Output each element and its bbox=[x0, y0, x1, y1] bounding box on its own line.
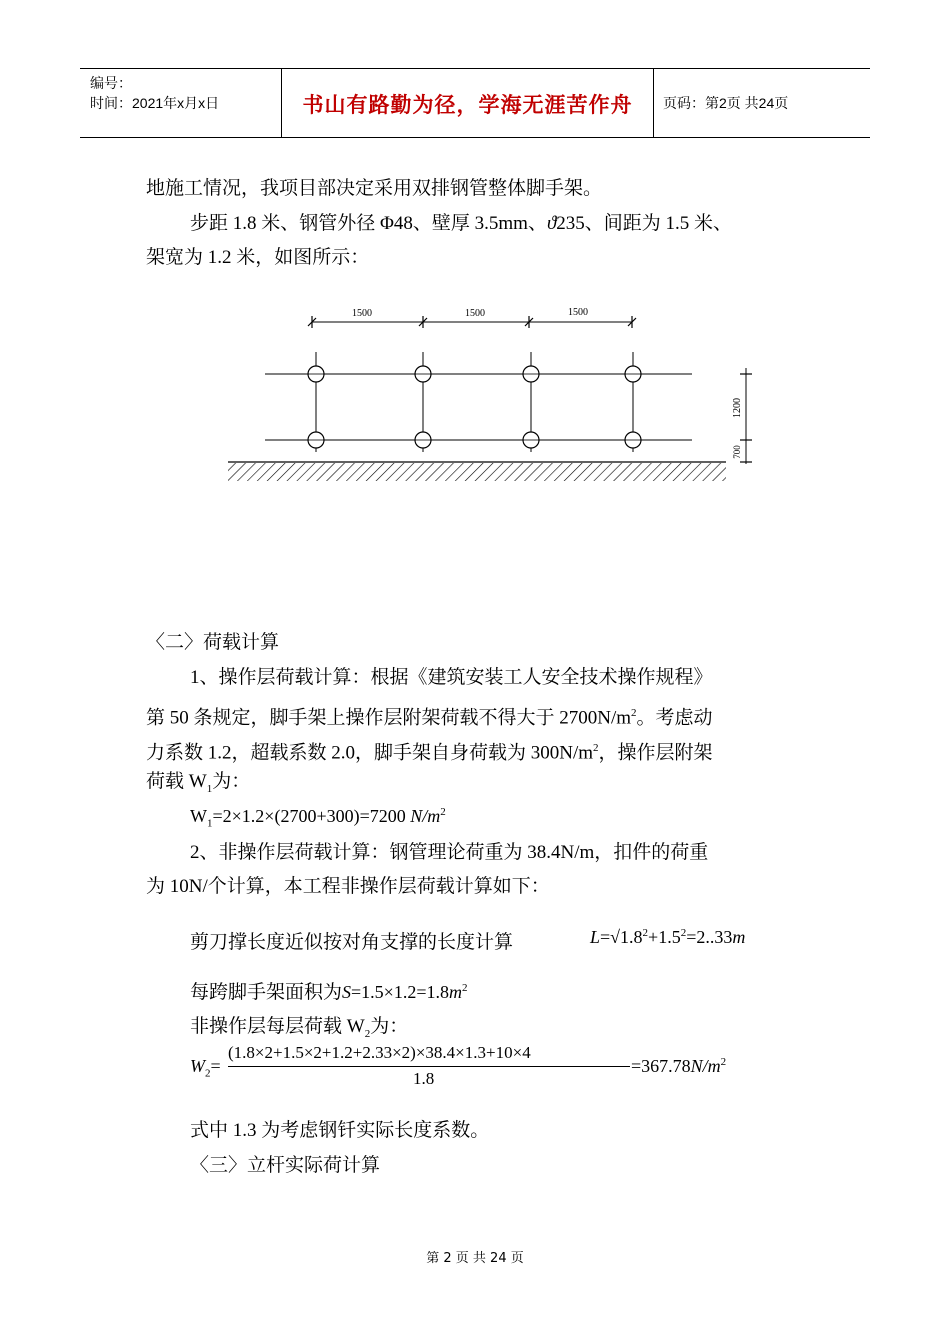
equation-w2-result: $=367.78N/m^2$ bbox=[631, 1056, 727, 1076]
paragraph-line: 力系数 1.2，超载系数 2.0，脚手架自身荷载为 $300N/m^2$，操作层附架 bbox=[146, 742, 713, 764]
subscript: 2 bbox=[364, 1027, 371, 1040]
subscript: 1 bbox=[207, 817, 213, 830]
motto-cell bbox=[281, 69, 654, 137]
span-label: 1500 bbox=[465, 308, 485, 319]
equation-w2-lhs: $W_2=$ bbox=[190, 1056, 221, 1080]
steel-grade-symbol: ϑ bbox=[546, 213, 557, 234]
eq-var: W bbox=[190, 1056, 205, 1076]
base-label: 700 bbox=[732, 445, 742, 459]
eq-expr: =√1.8 bbox=[600, 927, 643, 947]
section-heading: 〈二〉荷载计算 bbox=[146, 632, 280, 653]
fraction-denominator: 1.8 bbox=[413, 1069, 435, 1088]
equation-area: 每跨脚手架面积为$S=1.5\times 1.2=1.8m^2$ bbox=[190, 982, 468, 1003]
fraction-numerator: (1.8×2+1.5×2+1.2+2.33×2)×38.4×1.3+10×4 bbox=[228, 1043, 531, 1062]
equation-w1: $W_1=2\times 1.2\times(2700+300)=7200$ $N/m^2$ bbox=[190, 806, 446, 830]
paragraph-line bbox=[190, 213, 732, 235]
eq-unit: N/m bbox=[690, 1056, 721, 1076]
page-footer: 第 2 页 共 24 页 bbox=[426, 1251, 524, 1266]
paragraph-line: 剪刀撑长度近似按对角支撑的长度计算 bbox=[190, 932, 514, 953]
code-label: 编号： bbox=[90, 75, 132, 91]
eq-expr: =2×1.2×(2700+300)=7200 bbox=[212, 806, 406, 826]
paragraph-line: 1、操作层荷载计算：根据《建筑安装工人安全技术操作规程》 bbox=[190, 667, 713, 688]
text-span: ，操作层附架 bbox=[598, 742, 713, 764]
eq-var: W bbox=[190, 806, 207, 826]
span-label: 1500 bbox=[352, 308, 372, 319]
subscript: 1 bbox=[206, 782, 213, 795]
motto: 书山有路勤为径，学海无涯苦作舟 bbox=[302, 93, 633, 117]
scaffold-diagram bbox=[220, 300, 760, 490]
text-span: 。考虑动 bbox=[636, 707, 713, 729]
eq-expr: =2..33 bbox=[686, 927, 733, 947]
fraction-bar bbox=[228, 1066, 630, 1067]
page-info-cell bbox=[653, 69, 870, 137]
eq-unit: m bbox=[448, 982, 462, 1002]
eq-expr: =367.78 bbox=[631, 1056, 691, 1076]
header-table bbox=[80, 68, 870, 138]
paragraph-line bbox=[146, 771, 250, 800]
equation-brace: $L=√1.8^2+1.5^2=2..33m$ bbox=[590, 927, 746, 947]
eq-expr: =1.5×1.2=1.8 bbox=[351, 982, 449, 1002]
pipe-sections bbox=[308, 366, 641, 448]
text-span: 步距 1.8 米、钢管外径 Φ48、壁厚 3.5mm、 bbox=[190, 213, 547, 234]
text-span: 力系数 1.2，超载系数 2.0，脚手架自身荷载为 300N/m bbox=[146, 742, 594, 764]
text-span: 非操作层每层荷载 W bbox=[190, 1016, 365, 1037]
paragraph-line: 地施工情况，我项目部决定采用双排钢管整体脚手架。 bbox=[146, 178, 603, 199]
header-meta-cell bbox=[80, 69, 281, 137]
text-span: 第 50 条规定，脚手架上操作层附架荷载不得大于 2700N/m bbox=[146, 707, 632, 729]
height-label: 1200 bbox=[732, 398, 743, 418]
text-span: 每跨脚手架面积为 bbox=[190, 982, 343, 1003]
text-span: 235、间距为 1.5 米、 bbox=[556, 213, 733, 234]
paragraph-line: 架宽为 1.2 米，如图所示： bbox=[146, 247, 370, 268]
paragraph-line: 2、非操作层荷载计算：钢管理论荷重为 38.4N/m，扣件的荷重 bbox=[190, 842, 709, 863]
eq-unit: m bbox=[732, 927, 746, 947]
ground-hatch bbox=[228, 463, 726, 481]
posts bbox=[316, 352, 633, 452]
paragraph-line: 式中 1.3 为考虑钢钎实际长度系数。 bbox=[190, 1120, 490, 1141]
page-info: 页码：第2页 共24页 bbox=[663, 95, 789, 111]
time-label: 时间：2021年x月x日 bbox=[90, 95, 220, 111]
section-heading: 〈三〉立杆实际荷计算 bbox=[190, 1155, 381, 1176]
paragraph-line: 为 10N/个计算，本工程非操作层荷载计算如下： bbox=[146, 876, 550, 897]
text-span: 为： bbox=[370, 1016, 409, 1037]
eq-expr: +1.5 bbox=[648, 927, 681, 947]
text-span: 为： bbox=[212, 771, 251, 792]
text-span: 荷载 W bbox=[146, 771, 207, 792]
eq-var: S bbox=[342, 982, 352, 1002]
paragraph-line bbox=[190, 1016, 408, 1045]
eq-var: L bbox=[590, 927, 601, 947]
paragraph-line: 第 50 条规定，脚手架上操作层附架荷载不得大于 $2700N/m^2$。考虑动 bbox=[146, 707, 713, 729]
eq-unit: N/m bbox=[410, 806, 441, 826]
subscript: 2 bbox=[205, 1067, 211, 1080]
span-label: 1500 bbox=[568, 307, 588, 318]
